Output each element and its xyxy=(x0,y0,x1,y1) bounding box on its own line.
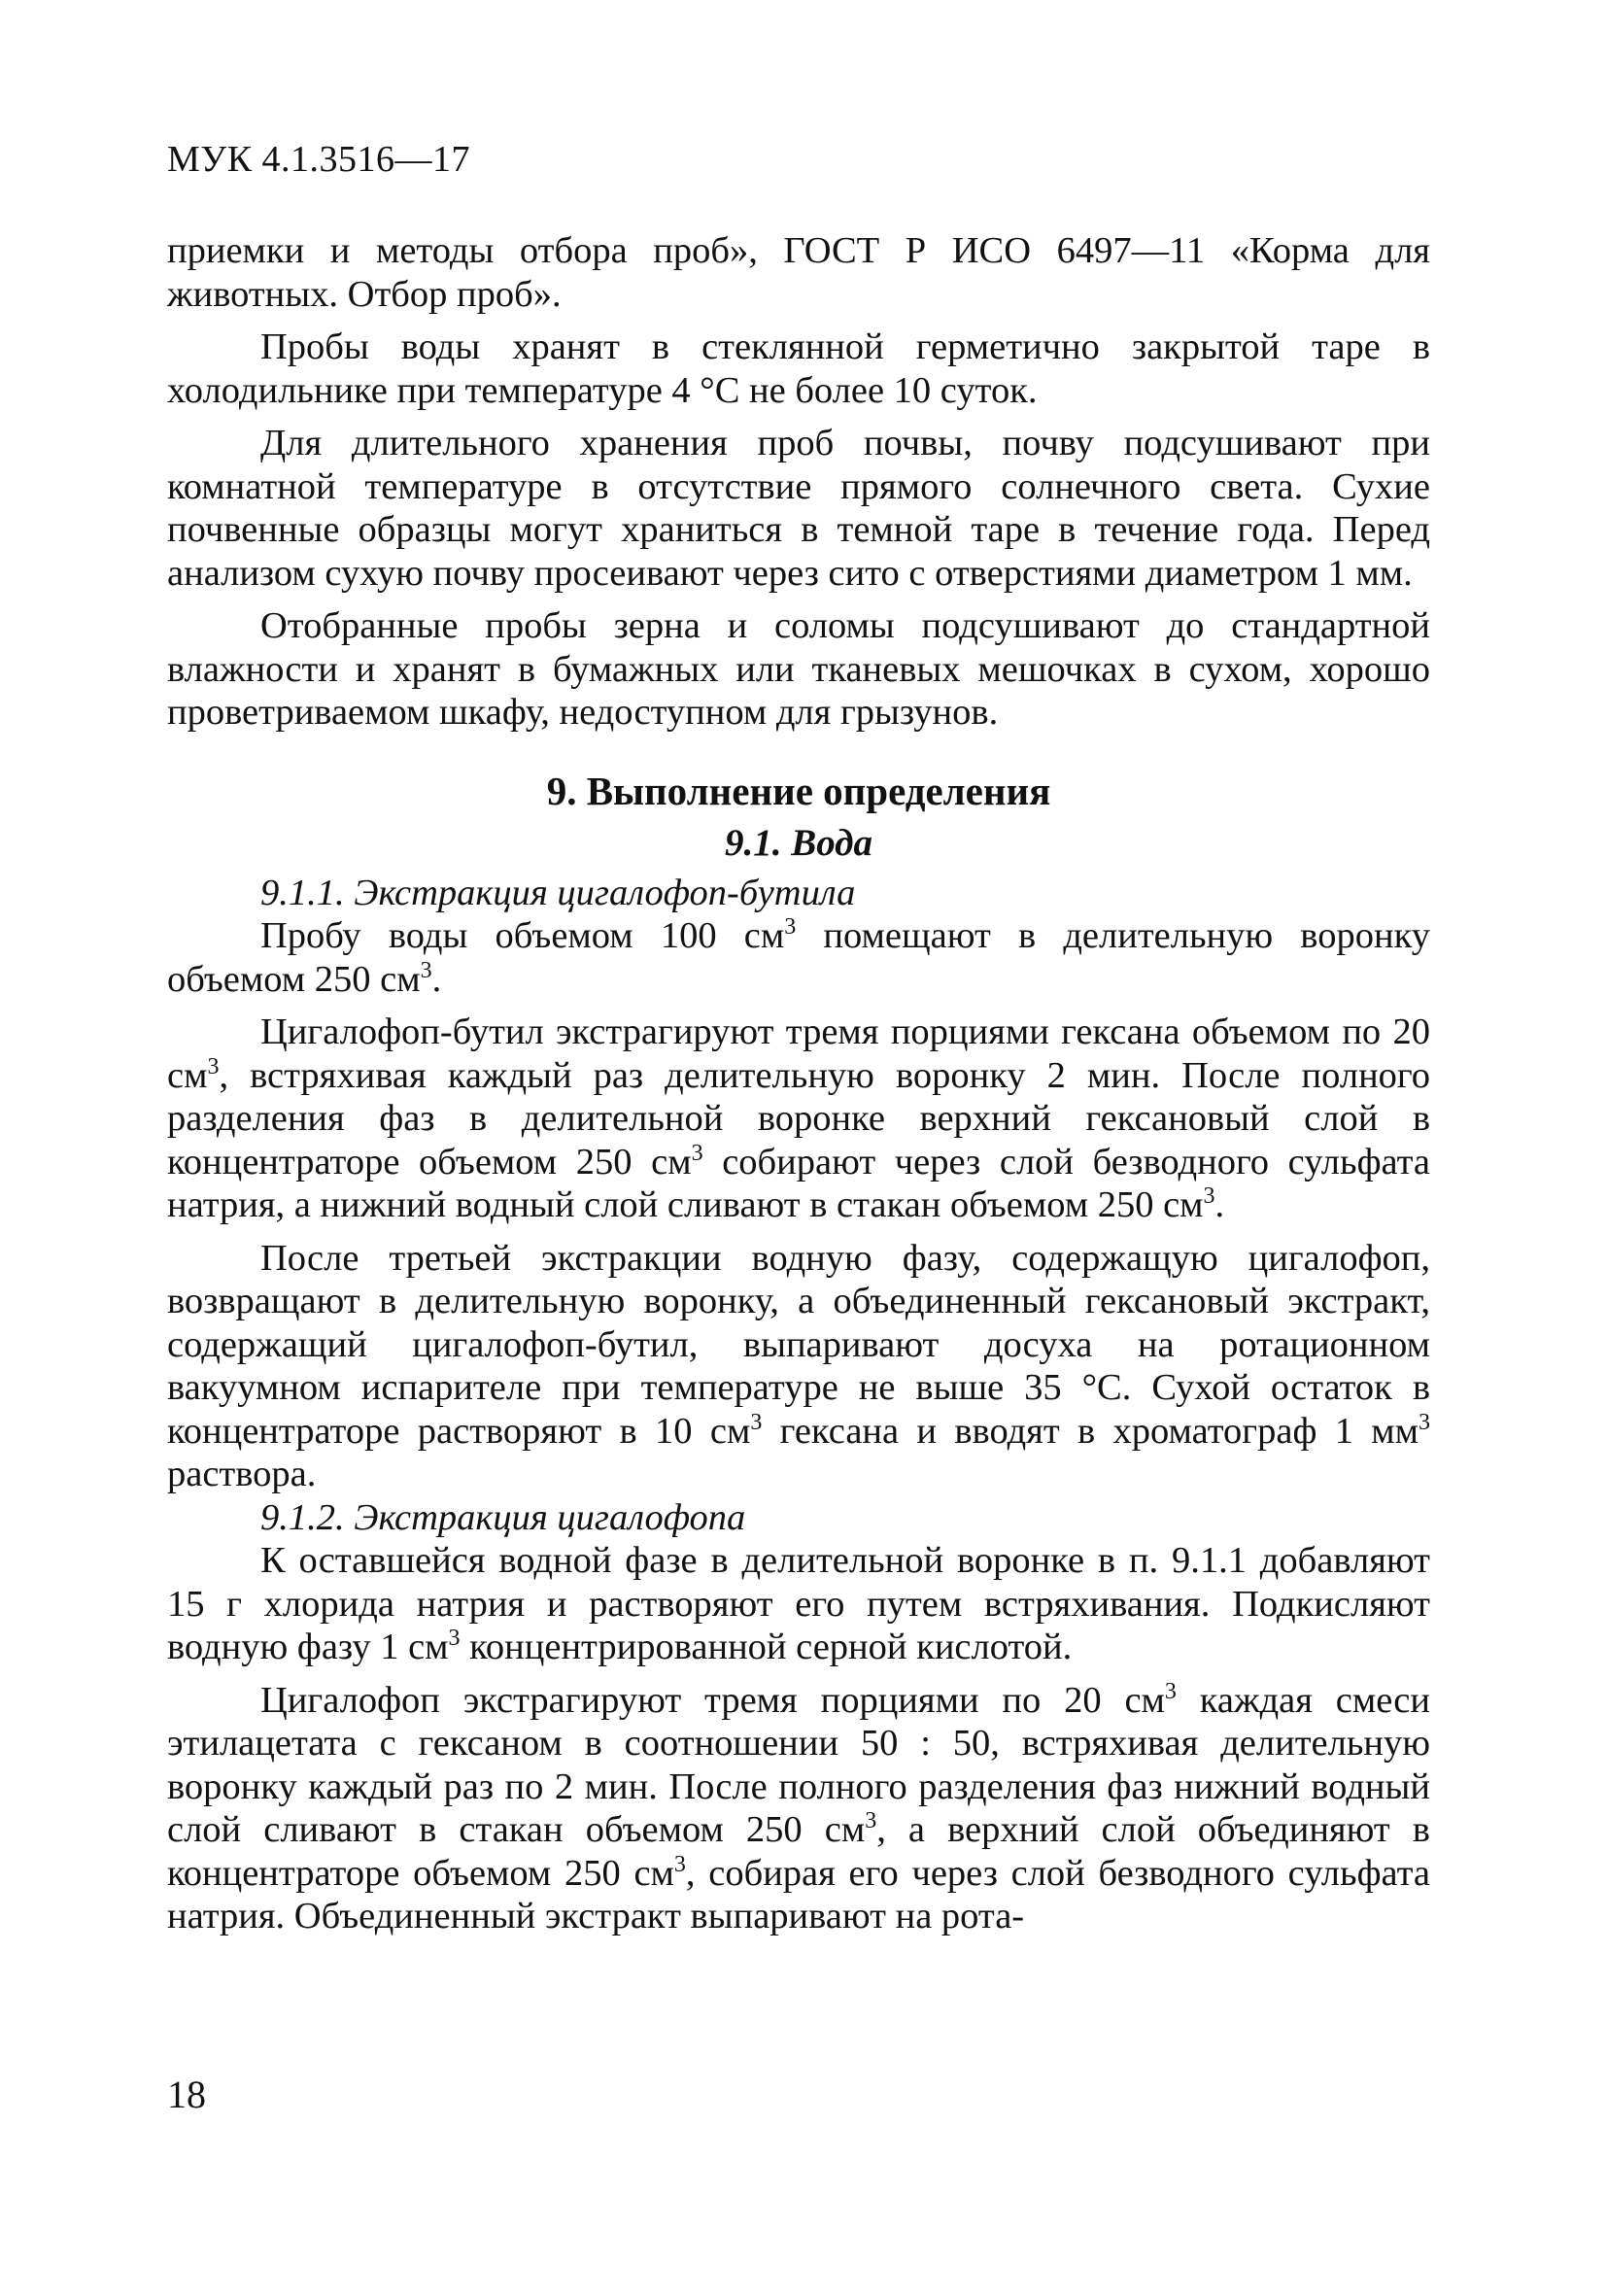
superscript: 3 xyxy=(865,1808,877,1834)
paragraph: приемки и методы отбора проб», ГОСТ Р ИСО 6497—11 «Корма для животных. Отбор проб». xyxy=(167,230,1430,315)
superscript: 3 xyxy=(420,957,432,983)
text-run: Цигалофоп экстрагируют тремя порциями по 20 см xyxy=(260,1679,1165,1721)
paragraph xyxy=(167,1679,1430,1938)
superscript: 3 xyxy=(1203,1183,1215,1210)
page-number: 18 xyxy=(167,2073,206,2116)
superscript: 3 xyxy=(784,914,797,941)
document-code-header: МУК 4.1.3516—17 xyxy=(167,139,471,180)
text-run: Пробу воды объемом 100 см xyxy=(260,915,785,956)
paragraph: Отобранные пробы зерна и соломы подсушивают до стандартной влажности и хранят в бумажных или тканевых мешочках в сухом, хорошо проветриваемом шкафу, недоступном для грызунов. xyxy=(167,605,1430,733)
subsubsection-title: 9.1.1. Экстракция цигалофоп-бутила xyxy=(260,872,856,913)
text-run: , встряхивая каждый раз делительную воронку 2 мин. После полного разделения фаз в делительной воронке верхний гексановый слой в концентраторе объемом 250 см xyxy=(167,1054,1430,1182)
text-run: концентрированной серной кислотой. xyxy=(460,1627,1073,1667)
superscript: 3 xyxy=(207,1053,220,1079)
text-run: Цигалофоп-бутил экстрагируют тремя порциями гексана объемом по 20 см xyxy=(167,1011,1430,1096)
text-run: , собирая его через слой безводного сульфата натрия. Объединенный экстракт выпаривают на рота- xyxy=(167,1852,1430,1936)
text-run: гексана и вводят в хроматограф 1 мм xyxy=(762,1410,1419,1452)
text-run: собирают через слой безводного сульфата натрия, а нижний водный слой сливают в стакан объемом 250 см xyxy=(167,1141,1431,1225)
superscript: 3 xyxy=(1164,1678,1177,1704)
superscript: 3 xyxy=(448,1626,461,1652)
text-run: К оставшейся водной фазе в делительной воронке в п. 9.1.1 добавляют 15 г хлорида натрия и растворяют его путем встряхивания. Подкисляют водную фазу 1 см xyxy=(167,1540,1430,1667)
text-run: . xyxy=(431,958,442,1000)
paragraph xyxy=(167,1011,1430,1227)
paragraph: Пробы воды хранят в стеклянной герметично закрытой таре в холодильнике при температуре 4 °С не более 10 суток. xyxy=(167,326,1430,411)
text-run: . xyxy=(1214,1184,1225,1225)
superscript: 3 xyxy=(673,1851,686,1877)
paragraph xyxy=(167,1237,1430,1496)
superscript: 3 xyxy=(691,1140,703,1166)
superscript: 3 xyxy=(750,1409,763,1435)
page-body xyxy=(167,229,1430,1938)
text-run: помещают в делительную воронку объемом 250 см xyxy=(167,915,1430,1000)
paragraph xyxy=(167,1539,1430,1669)
text-run: каждая смеси этилацетата с гексаном в соотношении 50 : 50, встряхивая делительную воронку каждый раз по 2 мин. После полного разделения фаз нижний водный слой сливают в стакан объемом 250 см xyxy=(167,1679,1430,1850)
section-title: 9. Выполнение определения xyxy=(546,768,1051,813)
text-run: После третьей экстракции водную фазу, содержащую цигалофоп, возвращают в делительную воронку, а объединенный гексановый экстракт, содержащий цигалофоп-бутил, выпаривают досуха на ротационном вакуумном испарителе при температуре не выше 35 °С. Сухой остаток в концентраторе растворяют в 10 см xyxy=(167,1237,1430,1452)
superscript: 3 xyxy=(1419,1409,1431,1435)
subsection-title: 9.1. Вода xyxy=(724,822,873,864)
paragraph: Для длительного хранения проб почвы, почву подсушивают при комнатной температуре в отсутствие прямого солнечного света. Сухие почвенные образцы могут храниться в темной таре в течение года. Перед анализом сухую почву просеивают через сито с отверстиями диаметром 1 мм. xyxy=(167,423,1430,594)
text-run: раствора. xyxy=(167,1454,317,1494)
text-run: , а верхний слой объединяют в концентраторе объемом 250 см xyxy=(167,1809,1430,1894)
paragraph xyxy=(167,914,1430,1001)
subsubsection-title: 9.1.2. Экстракция цигалофопа xyxy=(260,1496,746,1538)
